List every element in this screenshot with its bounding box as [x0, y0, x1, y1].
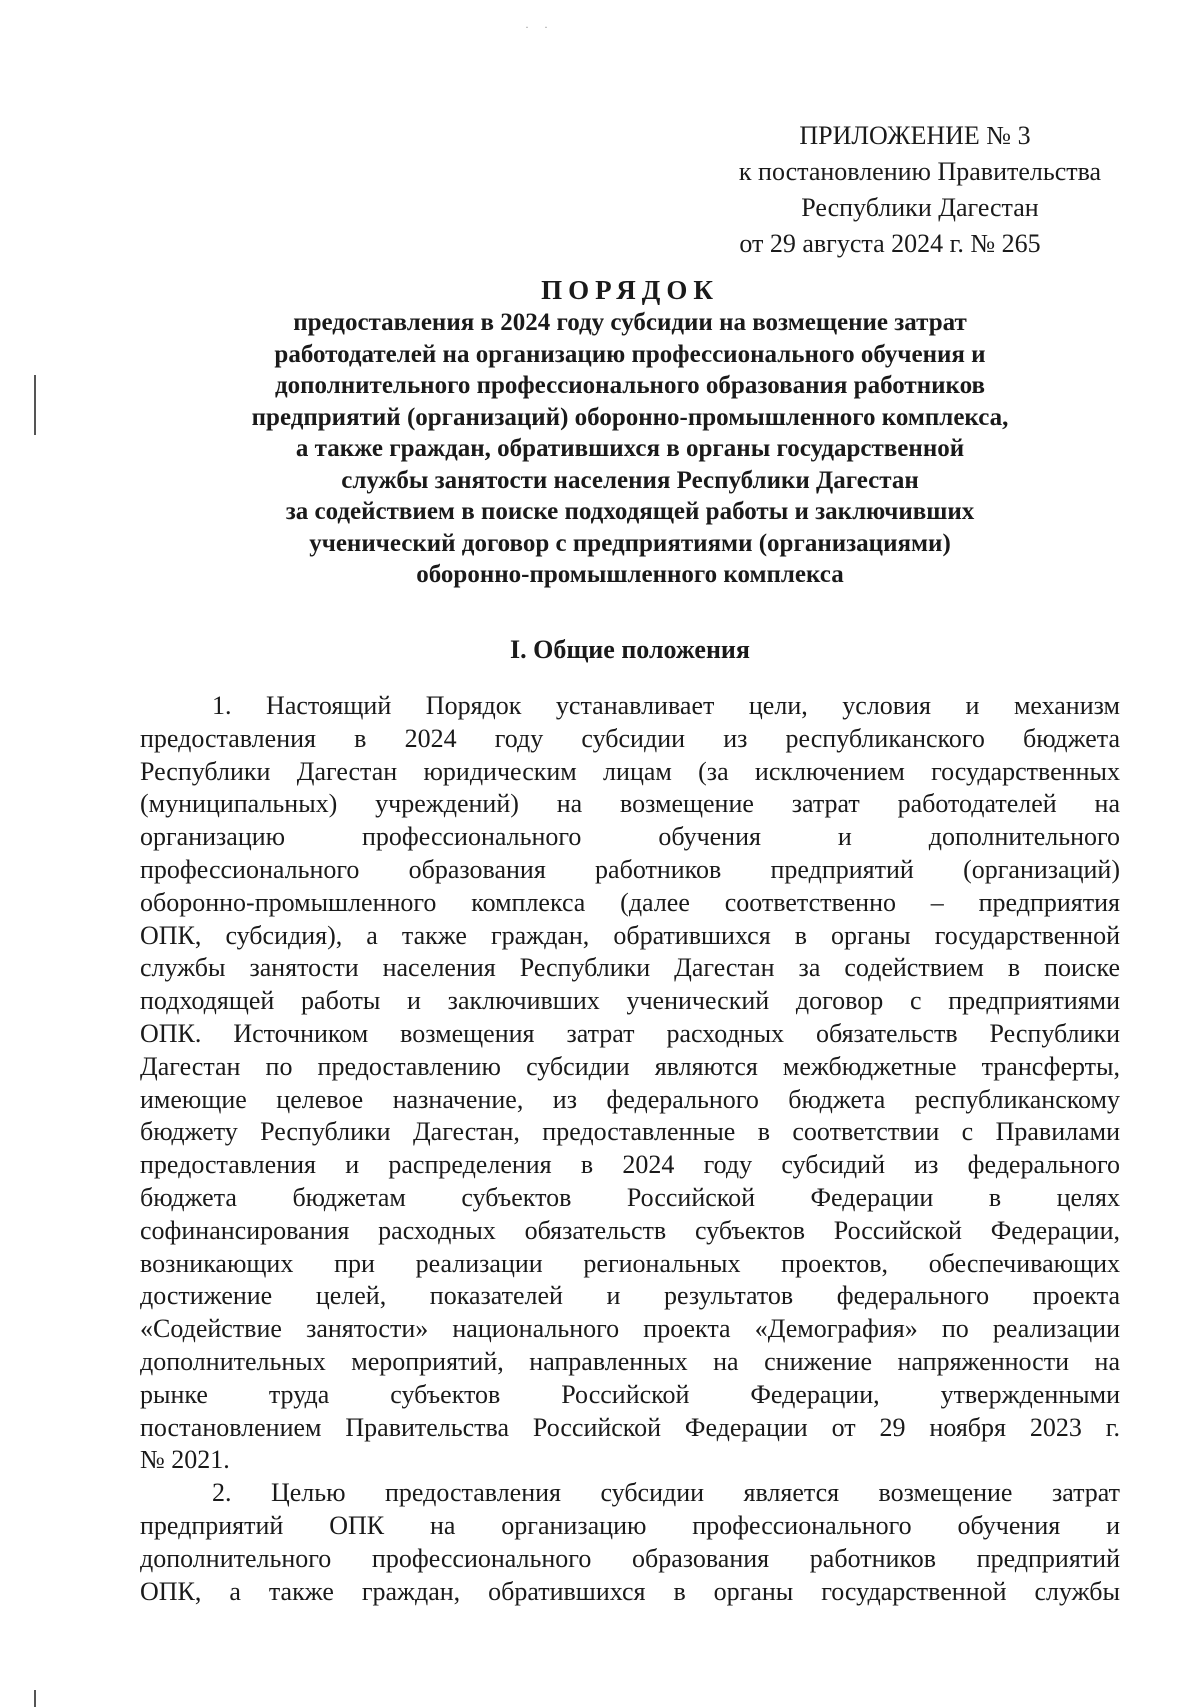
subtitle-line: службы занятости населения Республики Дагестан	[341, 466, 919, 494]
paragraph-line: «Содействие занятости» национального проекта «Демография» по реализации	[140, 1314, 1120, 1344]
section-heading: I. Общие положения	[510, 635, 750, 664]
paragraph-line: бюджету Республики Дагестан, предоставленные в соответствии с Правилами	[140, 1117, 1120, 1147]
subtitle-line: а также граждан, обратившихся в органы государственной	[295, 435, 965, 462]
document-subtitle	[140, 307, 1120, 591]
paragraph-line: постановлением Правительства Российской Федерации от 29 ноября 2023 г.	[140, 1412, 1120, 1442]
paragraph-line: дополнительных мероприятий, направленных на снижение напряженности на	[140, 1346, 1120, 1376]
subtitle-line: ученический договор с предприятиями (организациями)	[309, 529, 951, 557]
paragraph-line: дополнительного профессионального образования работников предприятий	[140, 1543, 1120, 1573]
paragraph-line: службы занятости населения Республики Дагестан за содействием в поиске	[140, 953, 1120, 983]
scan-artifact-dots: · ·	[525, 20, 554, 34]
paragraph-line: подходящей работы и заключивших ученический договор с предприятиями	[140, 986, 1120, 1016]
scan-margin-mark	[34, 375, 36, 435]
appendix-date: от 29 августа 2024 г. № 265	[739, 229, 1041, 258]
scan-margin-mark-bottom	[34, 1690, 36, 1707]
appendix-header	[700, 118, 1140, 262]
paragraph-line: рынке труда субъектов Российской Федерации, утвержденными	[140, 1379, 1120, 1409]
paragraph-line: предприятий ОПК на организацию профессионального обучения и	[140, 1510, 1120, 1540]
paragraph-line: оборонно-промышленного комплекса (далее соответственно – предприятия	[140, 887, 1120, 917]
subtitle-line: предоставления в 2024 году субсидии на возмещение затрат	[293, 309, 967, 336]
paragraph-line: ОПК, субсидия), а также граждан, обратившихся в органы государственной	[140, 920, 1120, 950]
paragraph-1	[140, 690, 1120, 1477]
subtitle-line: оборонно-промышленного комплекса	[416, 561, 844, 588]
document-title: ПОРЯДОК	[541, 275, 719, 305]
paragraph-line: предоставления в 2024 году субсидии из республиканского бюджета	[140, 723, 1120, 753]
paragraph-line: ОПК. Источником возмещения затрат расходных обязательств Республики	[140, 1018, 1120, 1048]
paragraph-line: 1. Настоящий Порядок устанавливает цели, условия и механизм	[212, 691, 1120, 720]
appendix-number: ПРИЛОЖЕНИЕ № 3	[799, 121, 1031, 150]
paragraph-line: имеющие целевое назначение, из федерального бюджета республиканскому	[140, 1084, 1120, 1114]
paragraph-2	[140, 1477, 1120, 1608]
paragraph-line: предоставления и распределения в 2024 году субсидий из федерального	[140, 1150, 1120, 1180]
subtitle-line: за содействием в поиске подходящей работы и заключивших	[285, 498, 975, 525]
paragraph-line: Дагестан по предоставлению субсидии являются межбюджетные трансферты,	[140, 1051, 1120, 1081]
body-text	[140, 690, 1120, 1608]
paragraph-line: (муниципальных) учреждений) на возмещение затрат работодателей на	[140, 789, 1120, 819]
subtitle-line: дополнительного профессионального образования работников	[275, 372, 985, 399]
paragraph-line: профессионального образования работников предприятий (организаций)	[140, 854, 1120, 884]
paragraph-line: 2. Целью предоставления субсидии является возмещение затрат	[212, 1478, 1120, 1508]
subtitle-line: работодателей на организацию профессионального обучения и	[274, 340, 986, 368]
appendix-resolution-ref: к постановлению Правительства	[738, 157, 1102, 186]
paragraph-line: № 2021.	[140, 1445, 230, 1475]
paragraph-line: бюджета бюджетам субъектов Российской Федерации в целях	[140, 1182, 1120, 1212]
paragraph-line: достижение целей, показателей и результатов федерального проекта	[140, 1281, 1120, 1311]
paragraph-line: ОПК, а также граждан, обратившихся в органы государственной службы	[140, 1576, 1120, 1606]
appendix-republic: Республики Дагестан	[801, 193, 1039, 222]
paragraph-line: организацию профессионального обучения и дополнительного	[140, 822, 1120, 852]
paragraph-line: возникающих при реализации региональных проектов, обеспечивающих	[140, 1248, 1120, 1278]
paragraph-line: Республики Дагестан юридическим лицам (за исключением государственных	[140, 756, 1120, 786]
paragraph-line: софинансирования расходных обязательств субъектов Российской Федерации,	[140, 1215, 1120, 1245]
subtitle-line: предприятий (организаций) оборонно-промышленного комплекса,	[251, 403, 1009, 431]
